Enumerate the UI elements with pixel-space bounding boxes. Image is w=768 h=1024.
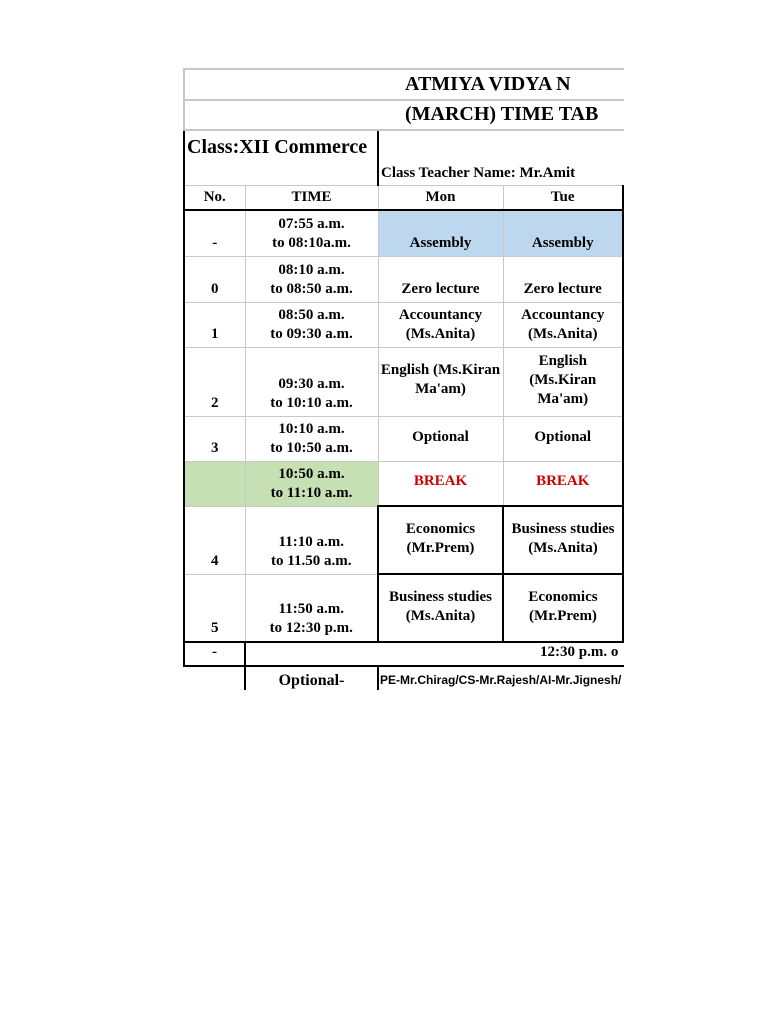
- header-next: [623, 185, 624, 210]
- period-time: 07:55 a.m. to 08:10a.m.: [245, 210, 378, 256]
- next-day-cell: [623, 574, 624, 642]
- blank-cell: [184, 666, 245, 690]
- lunch-no: -: [184, 642, 245, 666]
- mon-period: Optional: [378, 416, 503, 461]
- tue-period: English (Ms.Kiran Ma'am): [503, 347, 623, 416]
- period-no: 3: [184, 416, 245, 461]
- period-no: [184, 461, 245, 506]
- period-no: 4: [184, 506, 245, 574]
- timetable-sheet: [183, 68, 624, 690]
- mon-period: Accountancy (Ms.Anita): [378, 302, 503, 347]
- next-day-cell: [623, 210, 624, 256]
- period-no: 5: [184, 574, 245, 642]
- period-time: 11:50 a.m. to 12:30 p.m.: [245, 574, 378, 642]
- next-day-cell: [623, 416, 624, 461]
- period-no: -: [184, 210, 245, 256]
- lunch-break: 12:30 p.m. o: [245, 642, 624, 666]
- period-time: 08:50 a.m. to 09:30 a.m.: [245, 302, 378, 347]
- optional-label: Optional-: [245, 666, 378, 690]
- tue-period: Accountancy (Ms.Anita): [503, 302, 623, 347]
- period-time: 11:10 a.m. to 11.50 a.m.: [245, 506, 378, 574]
- header-tue: Tue: [503, 185, 623, 210]
- optional-subjects: PE-Mr.Chirag/CS-Mr.Rajesh/AI-Mr.Jignesh/: [378, 666, 624, 690]
- timetable-title: (MARCH) TIME TAB: [184, 100, 624, 130]
- period-time: 10:50 a.m. to 11:10 a.m.: [245, 461, 378, 506]
- period-time: 10:10 a.m. to 10:50 a.m.: [245, 416, 378, 461]
- school-title: ATMIYA VIDYA N: [184, 69, 624, 100]
- header-no: No.: [184, 185, 245, 210]
- class-teacher: Class Teacher Name: Mr.Amit: [378, 130, 624, 185]
- mon-period: Business studies (Ms.Anita): [378, 574, 503, 642]
- tue-period: Optional: [503, 416, 623, 461]
- next-day-cell: [623, 461, 624, 506]
- timetable: [183, 68, 624, 690]
- mon-period: Economics (Mr.Prem): [378, 506, 503, 574]
- header-time: TIME: [245, 185, 378, 210]
- class-label: Class:XII Commerce: [184, 130, 378, 185]
- header-mon: Mon: [378, 185, 503, 210]
- period-time: 09:30 a.m. to 10:10 a.m.: [245, 347, 378, 416]
- next-day-cell: [623, 256, 624, 302]
- tue-period: Economics (Mr.Prem): [503, 574, 623, 642]
- mon-break: BREAK: [378, 461, 503, 506]
- next-day-cell: [623, 506, 624, 574]
- period-no: 2: [184, 347, 245, 416]
- mon-period: Assembly: [378, 210, 503, 256]
- tue-period: Assembly: [503, 210, 623, 256]
- tue-period: Business studies (Ms.Anita): [503, 506, 623, 574]
- mon-period: English (Ms.Kiran Ma'am): [378, 347, 503, 416]
- mon-period: Zero lecture: [378, 256, 503, 302]
- period-no: 1: [184, 302, 245, 347]
- period-time: 08:10 a.m. to 08:50 a.m.: [245, 256, 378, 302]
- tue-break: BREAK: [503, 461, 623, 506]
- tue-period: Zero lecture: [503, 256, 623, 302]
- next-day-cell: [623, 302, 624, 347]
- next-day-cell: [623, 347, 624, 416]
- period-no: 0: [184, 256, 245, 302]
